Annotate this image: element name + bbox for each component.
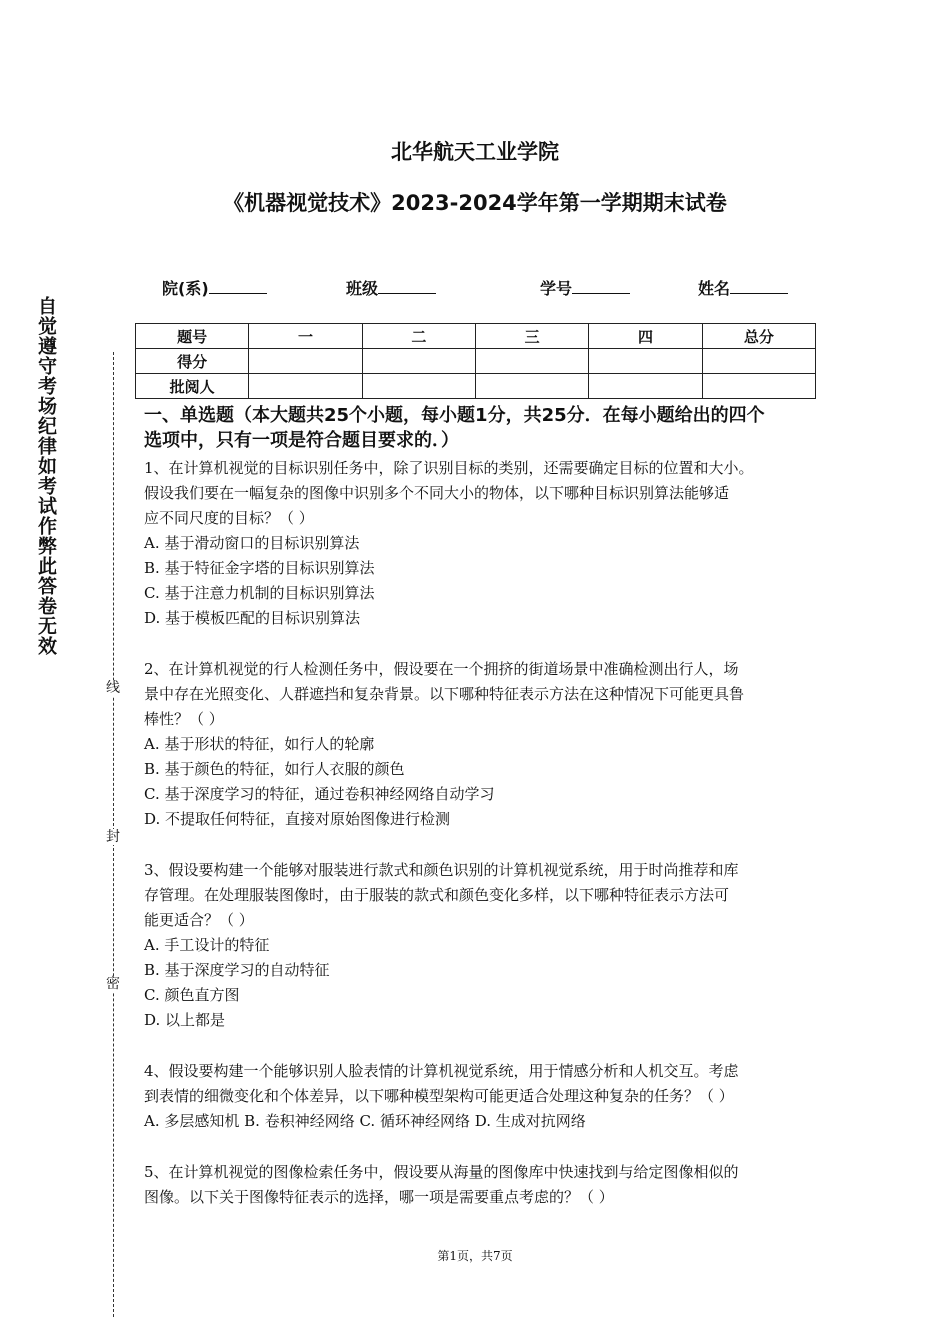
score-table: [135, 323, 816, 399]
score-row: [136, 349, 816, 374]
page-number: 第1页，共7页: [437, 1249, 513, 1263]
score-cell[interactable]: [249, 349, 362, 374]
class-blank[interactable]: [378, 279, 436, 294]
question-text-line: 图像。以下关于图像特征表示的选择，哪一项是需要重点考虑的？（ ）: [144, 1188, 614, 1206]
class-label: 班级: [346, 279, 379, 298]
score-header-cell: 四: [589, 324, 702, 349]
grader-cell[interactable]: [589, 374, 702, 399]
score-header-cell: 总分: [702, 324, 815, 349]
score-cell[interactable]: [589, 349, 702, 374]
option-a[interactable]: A. 手工设计的特征: [144, 936, 270, 954]
name-label: 姓名: [698, 279, 731, 298]
question-text-line: 1、在计算机视觉的目标识别任务中，除了识别目标的类别，还需要确定目标的位置和大小。: [144, 459, 754, 477]
grader-row-label: 批阅人: [136, 374, 249, 399]
question-text-line: 能更适合？（ ）: [144, 911, 254, 929]
option-b[interactable]: B. 基于颜色的特征，如行人衣服的颜色: [144, 760, 405, 778]
score-header-cell: 一: [249, 324, 362, 349]
option-a[interactable]: A. 基于形状的特征，如行人的轮廓: [144, 735, 375, 753]
question-3: [144, 858, 824, 1033]
score-header-cell: 三: [475, 324, 588, 349]
option-d[interactable]: D. 基于模板匹配的目标识别算法: [144, 609, 361, 627]
question-text-line: 假设我们要在一幅复杂的图像中识别多个不同大小的物体，以下哪种目标识别算法能够适: [144, 484, 730, 502]
question-text-line: 到表情的细微变化和个体差异，以下哪种模型架构可能更适合处理这种复杂的任务？（ ）: [144, 1087, 734, 1105]
grader-cell[interactable]: [362, 374, 475, 399]
option-d[interactable]: D. 以上都是: [144, 1011, 226, 1029]
section-title-line: 一、单选题（本大题共25个小题，每小题1分，共25分．在每小题给出的四个: [144, 405, 765, 426]
question-4: [144, 1059, 824, 1134]
score-header-cell: 二: [362, 324, 475, 349]
option-c[interactable]: C. 基于深度学习的特征，通过卷积神经网络自动学习: [144, 785, 495, 803]
student-id-blank[interactable]: [572, 279, 630, 294]
department-field[interactable]: [162, 276, 267, 299]
question-text-line: 3、假设要构建一个能够对服装进行款式和颜色识别的计算机视觉系统，用于时尚推荐和库: [144, 861, 739, 879]
seal-mark-line: 线: [106, 680, 120, 696]
question-2: [144, 657, 824, 832]
exam-discipline-notice: 自觉遵守考场纪律如考试作弊此答卷无效: [35, 296, 57, 656]
option-a[interactable]: A. 基于滑动窗口的目标识别算法: [144, 534, 360, 552]
department-blank[interactable]: [209, 279, 267, 294]
question-text-line: 2、在计算机视觉的行人检测任务中，假设要在一个拥挤的街道场景中准确检测出行人，场: [144, 660, 739, 678]
grader-cell[interactable]: [702, 374, 815, 399]
seal-mark-secret: 密: [106, 976, 120, 992]
score-cell[interactable]: [362, 349, 475, 374]
options-inline[interactable]: A. 多层感知机 B. 卷积神经网络 C. 循环神经网络 D. 生成对抗网络: [144, 1112, 586, 1130]
score-cell[interactable]: [475, 349, 588, 374]
name-field[interactable]: [698, 276, 788, 299]
option-c[interactable]: C. 颜色直方图: [144, 986, 240, 1004]
question-text-line: 景中存在光照变化、人群遮挡和复杂背景。以下哪种特征表示方法在这种情况下可能更具鲁: [144, 685, 745, 703]
grader-cell[interactable]: [475, 374, 588, 399]
question-5: [144, 1160, 824, 1210]
question-1: [144, 456, 824, 631]
score-table-header-row: [136, 324, 816, 349]
seal-mark-seal: 封: [106, 829, 120, 845]
score-header-cell: 题号: [136, 324, 249, 349]
question-text-line: 5、在计算机视觉的图像检索任务中，假设要从海量的图像库中快速找到与给定图像相似的: [144, 1163, 739, 1181]
option-b[interactable]: B. 基于深度学习的自动特征: [144, 961, 330, 979]
question-text-line: 4、假设要构建一个能够识别人脸表情的计算机视觉系统，用于情感分析和人机交互。考虑: [144, 1062, 739, 1080]
section-title: [144, 403, 824, 453]
option-d[interactable]: D. 不提取任何特征，直接对原始图像进行检测: [144, 810, 451, 828]
student-id-field[interactable]: [540, 276, 630, 299]
name-blank[interactable]: [730, 279, 788, 294]
class-field[interactable]: [346, 276, 436, 299]
question-text-line: 棒性？（ ）: [144, 710, 224, 728]
exam-title: 《机器视觉技术》2023-2024学年第一学期期末试卷: [223, 191, 727, 215]
question-text-line: 存管理。在处理服装图像时，由于服装的款式和颜色变化多样，以下哪种特征表示方法可: [144, 886, 730, 904]
department-label: 院(系): [162, 279, 209, 298]
option-b[interactable]: B. 基于特征金字塔的目标识别算法: [144, 559, 375, 577]
score-row-label: 得分: [136, 349, 249, 374]
exam-content: [144, 403, 824, 1210]
grader-row: [136, 374, 816, 399]
question-text-line: 应不同尺度的目标？（ ）: [144, 509, 314, 527]
section-title-line: 选项中，只有一项是符合题目要求的．）: [144, 430, 459, 451]
student-id-label: 学号: [540, 279, 573, 298]
option-c[interactable]: C. 基于注意力机制的目标识别算法: [144, 584, 375, 602]
score-cell[interactable]: [702, 349, 815, 374]
school-name: 北华航天工业学院: [391, 140, 559, 164]
grader-cell[interactable]: [249, 374, 362, 399]
